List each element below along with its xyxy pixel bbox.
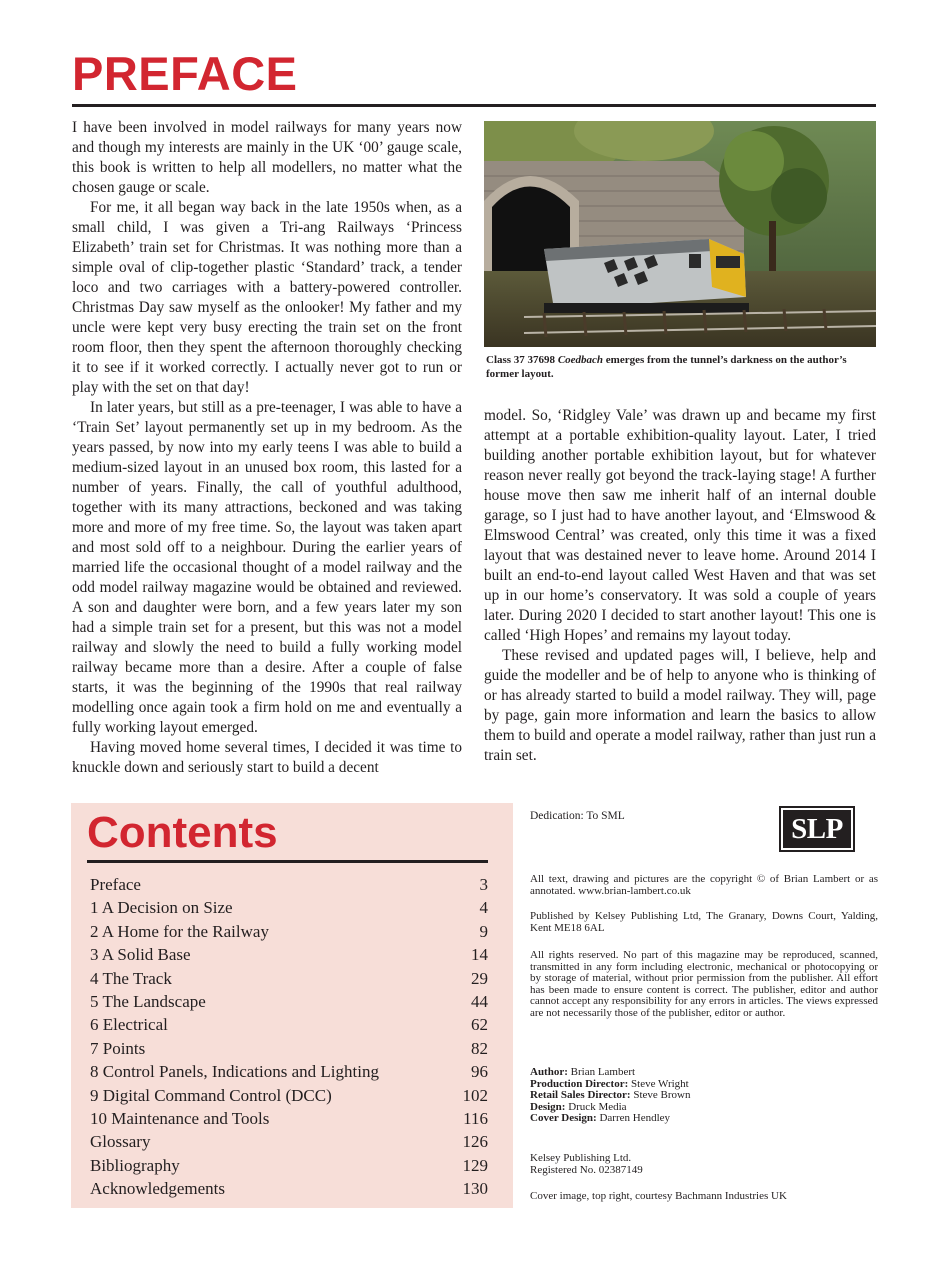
caption-text: emerges from the tunnel’s darkness on the author’s former layout. (486, 354, 847, 380)
page-title: PREFACE (72, 47, 298, 100)
contents-entry-page: 3 (479, 875, 488, 894)
contents-entry-label: 7 Points (90, 1038, 146, 1058)
contents-entry (90, 1177, 488, 1200)
credit-name: Steve Brown (630, 1089, 691, 1101)
contents-entry (90, 1013, 488, 1036)
preface-paragraph: I have been involved in model railways for many years now and though my interests are mainly in the UK ‘00’ gauge scale, this book is written to help all modellers, no matter what the chosen gauge or scale. (72, 119, 462, 196)
tunnel-scene-illustration (484, 121, 876, 347)
locomotive-photo (484, 121, 876, 347)
credit-name: Druck Media (565, 1100, 627, 1113)
contents-entry (90, 1107, 488, 1130)
copyright-notice: All text, drawing and pictures are the copyright © of Brian Lambert or as annotated. www.brian-lambert.co.uk (530, 873, 878, 897)
contents-entry-page: 96 (471, 1062, 488, 1082)
credit-name: Darren Hendley (596, 1112, 671, 1124)
preface-right-column (484, 406, 876, 766)
contents-entry-label: Glossary (90, 1132, 151, 1152)
preface-left-column (72, 118, 462, 778)
contents-rule (87, 860, 488, 863)
preface-paragraph: model. So, ‘Ridgley Vale’ was drawn up and became my first attempt at a portable exhibition-quality layout. Later, I tried building another portable exhibition layout, but for whatever reason never really got beyond the track-laying stage! A further house move then saw me inherit half of an internal double garage, so I just had to have another layout, and ‘Elmswood & Elmswood Central’ was created, only this time it was a fixed layout that was destained never to leave home. Around 2014 I built an end-to-end layout called West Haven and that was set up in our home’s conservatory. It was sold a couple of years later. During 2020 I decided to start another layout! This one is called ‘High Hopes’ and remains my layout today. (484, 407, 876, 644)
contents-entry (90, 873, 488, 896)
contents-entry-page: 126 (462, 1132, 488, 1152)
contents-entry (90, 967, 488, 990)
company-block (530, 1153, 878, 1176)
contents-entry-label: 8 Control Panels, Indications and Lighting (90, 1062, 379, 1082)
publisher-notice: Published by Kelsey Publishing Ltd, The Granary, Downs Court, Yalding, Kent ME18 6AL (530, 910, 878, 934)
contents-entry (90, 920, 488, 943)
company-name: Kelsey Publishing Ltd. (530, 1152, 632, 1164)
contents-entry-page: 102 (462, 1085, 488, 1105)
contents-entry-page: 14 (471, 945, 488, 965)
photo-caption (486, 353, 874, 381)
credit-name: Brian Lambert (567, 1066, 636, 1078)
contents-entry-page: 62 (471, 1015, 488, 1035)
contents-entry (90, 990, 488, 1013)
dedication: Dedication: To SML (530, 810, 625, 822)
contents-entry-label: 2 A Home for the Railway (90, 921, 269, 941)
contents-list (90, 873, 488, 1200)
contents-entry-label: 3 A Solid Base (90, 945, 191, 965)
contents-title: Contents (87, 808, 278, 857)
contents-entry-label: 1 A Decision on Size (90, 898, 233, 918)
contents-entry-label: 4 The Track (90, 968, 172, 988)
credit-role: Retail Sales Director: (530, 1089, 631, 1101)
contents-entry (90, 1037, 488, 1060)
credit-role: Author: (530, 1066, 568, 1078)
preface-paragraph: For me, it all began way back in the late 1950s when, as a small child, I was given a Tri-ang Railways ‘Princess Elizabeth’ train set for Christmas. It was nothing more than a simple oval of clip-together plastic ‘Standard’ track, a tender loco and two carriages with a battery-powered controller. Christmas Day saw myself as the onlooker! My father and my uncle were kept very busy erecting the train set on the front room floor, then they spent the afternoon thoroughly checking it to see if it worked correctly. I actually never got to run or play with the set on that day! (72, 199, 462, 396)
credit-role: Production Director: (530, 1077, 629, 1090)
cover-credit: Cover image, top right, courtesy Bachmann Industries UK (530, 1190, 787, 1202)
contents-entry-label: 5 The Landscape (90, 991, 206, 1011)
contents-entry-label: Acknowledgements (90, 1179, 226, 1199)
credit-role: Cover Design: (530, 1112, 597, 1124)
credit-role: Design: (530, 1100, 566, 1113)
registered-number: Registered No. 02387149 (530, 1163, 643, 1176)
contents-entry-page: 130 (462, 1179, 488, 1199)
slp-logo (779, 806, 855, 852)
contents-entry-label: Preface (90, 875, 141, 894)
slp-logo-text: SLP (791, 812, 843, 845)
contents-entry-page: 29 (471, 968, 488, 988)
contents-panel (71, 803, 513, 1208)
preface-paragraph: In later years, but still as a pre-teenager, I was able to have a ‘Train Set’ layout permanently set up in my bedroom. As the years passed, by now into my early teens I was able to build a medium-sized layout in an unused box room, this lasted for a number of years. Finally, the call of youthful adulthood, together with its many attractions, beckoned and was taking more and more of my free time. So, the layout was taken apart and most sold off to a neighbour. During the earlier years of married life the occasional thought of a model railway and the odd model railway magazine would be obtained and reviewed. A son and daughter were born, and a few years later my son had a simple train set for a present, but this was not a model railway and slowly the need to build a fully working model railway became more than a desire. After a couple of false starts, it was the beginning of the 1990s that real railway modelling once again took a firm hold on me and eventually a fully working layout emerged. (72, 399, 462, 736)
contents-entry-label: 10 Maintenance and Tools (90, 1108, 270, 1128)
credits-block (530, 1067, 878, 1125)
contents-entry (90, 1060, 488, 1083)
contents-entry-page: 44 (471, 991, 488, 1011)
credit-name: Steve Wright (628, 1077, 689, 1090)
contents-entry-page: 4 (479, 898, 488, 918)
contents-entry-label: 9 Digital Command Control (DCC) (90, 1085, 332, 1105)
preface-paragraph: These revised and updated pages will, I believe, help and guide the modeller and be of help to anyone who is thinking of or has already started to build a model railway. They will, page by page, gain more information and learn the basics to allow them to build and operate a model railway, rather than just run a train set. (484, 647, 876, 764)
contents-entry (90, 943, 488, 966)
contents-entry (90, 1130, 488, 1153)
credit-line (530, 1113, 878, 1125)
contents-entry (90, 1154, 488, 1177)
title-rule (72, 104, 876, 107)
contents-entry (90, 1084, 488, 1107)
contents-entry-page: 116 (463, 1108, 488, 1128)
contents-entry-label: Bibliography (90, 1155, 180, 1175)
contents-entry-page: 129 (462, 1155, 488, 1175)
contents-entry (90, 896, 488, 919)
contents-entry-label: 6 Electrical (90, 1015, 168, 1035)
contents-entry-page: 82 (471, 1038, 488, 1058)
rights-notice: All rights reserved. No part of this magazine may be reproduced, scanned, transmitted in any form including electronic, mechanical or photocopying or by storage of material, without prior permission from the publisher. All effort has been made to ensure content is correct. The publisher, editor and author cannot accept any responsibility for any errors in articles. The views expressed are not necessarily those of the publisher, editor or author. (530, 949, 878, 1019)
preface-paragraph: Having moved home several times, I decided it was time to knuckle down and seriously start to build a decent (72, 739, 462, 776)
caption-text: Class 37 37698 (486, 354, 558, 366)
caption-loco-name: Coedbach (557, 354, 604, 366)
contents-entry-page: 9 (479, 921, 488, 941)
